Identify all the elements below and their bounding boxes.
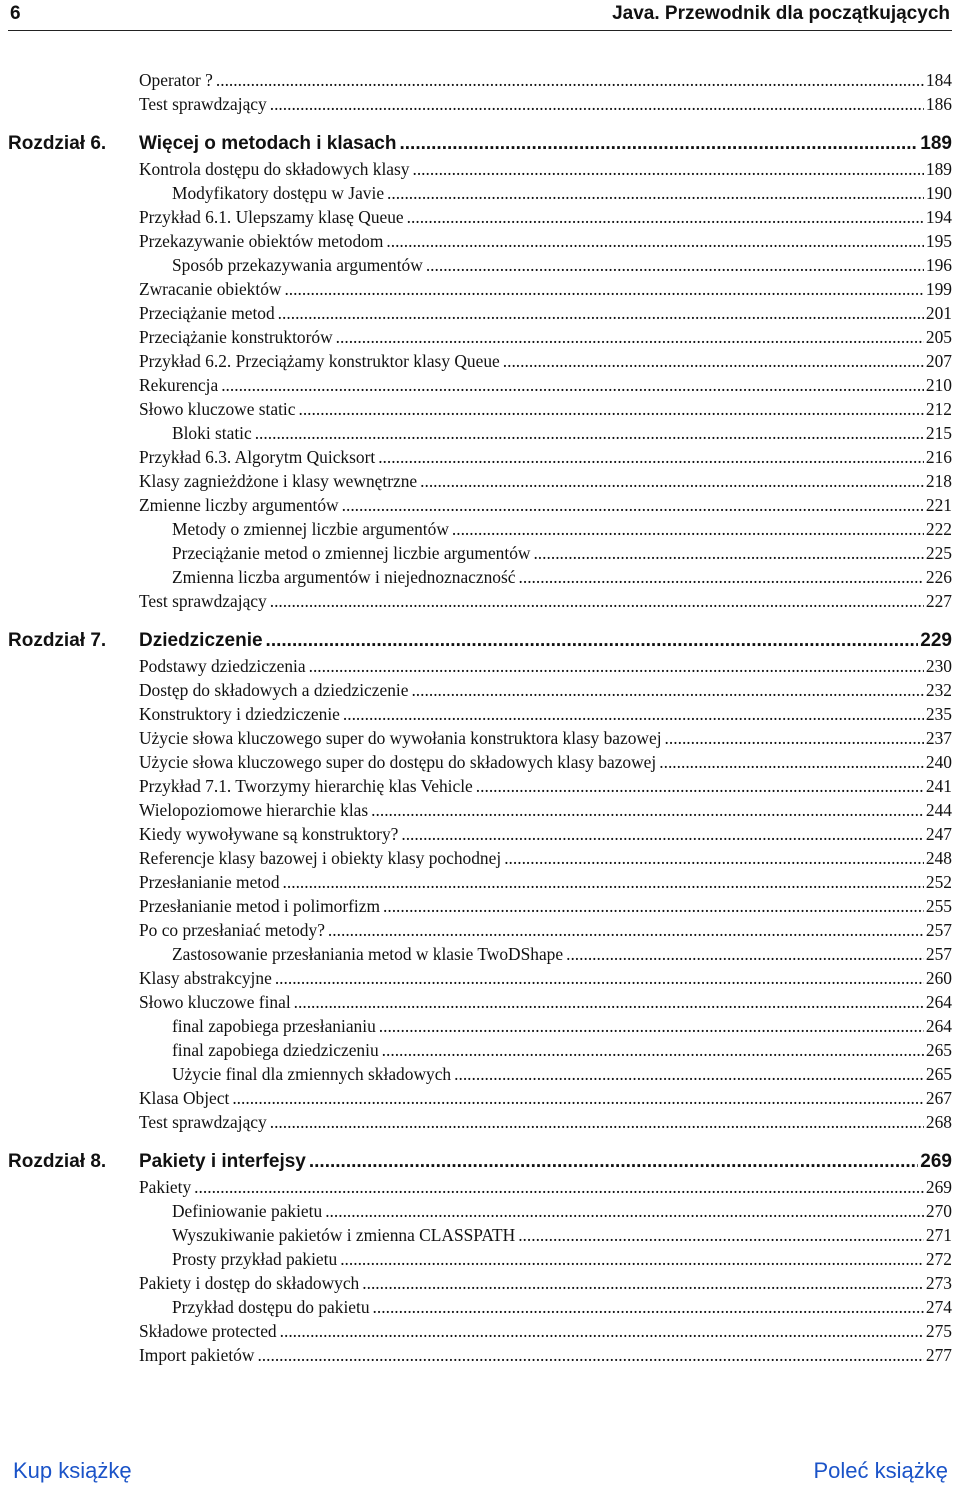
- toc-row: [0, 654, 960, 678]
- section-title: Składowe protected: [139, 1321, 277, 1341]
- toc-row: [0, 774, 960, 798]
- toc-row: [0, 469, 960, 493]
- section-title: Przeciążanie konstruktorów: [139, 327, 333, 347]
- page-number-ref: 257: [925, 944, 952, 964]
- toc-entry: [172, 421, 952, 445]
- dot-leader: [270, 92, 924, 116]
- section-title: final zapobiega dziedziczeniu: [172, 1040, 379, 1060]
- toc-row: [0, 493, 960, 517]
- toc-chapter-row: [0, 1149, 960, 1175]
- toc-entry: [172, 541, 952, 565]
- toc-entry: [172, 517, 952, 541]
- page-number-ref: 272: [925, 1249, 952, 1269]
- section-title: Użycie final dla zmiennych składowych: [172, 1064, 452, 1084]
- section-title: Bloki static: [172, 423, 252, 443]
- toc-row: [0, 1014, 960, 1038]
- dot-leader: [454, 1062, 924, 1086]
- toc-entry: [139, 205, 952, 229]
- toc-row: [0, 798, 960, 822]
- dot-leader: [386, 229, 924, 253]
- toc-row: [0, 1271, 960, 1295]
- dot-leader: [280, 1319, 924, 1343]
- dot-leader: [342, 493, 924, 517]
- dot-leader: [266, 628, 919, 654]
- dot-leader: [504, 846, 924, 870]
- section-title: Test sprawdzający: [139, 1112, 267, 1132]
- section-title: Zwracanie obiektów: [139, 279, 282, 299]
- toc-row: [0, 68, 960, 92]
- dot-leader: [270, 1110, 924, 1134]
- dot-leader: [294, 990, 924, 1014]
- toc-entry: [139, 1319, 952, 1343]
- section-title: Rekurencja: [139, 375, 219, 395]
- section-title: Kiedy wywoływane są konstruktory?: [139, 824, 399, 844]
- toc-row: [0, 205, 960, 229]
- dot-leader: [519, 565, 924, 589]
- dot-leader: [255, 421, 924, 445]
- toc-entry: [172, 253, 952, 277]
- toc-row: [0, 445, 960, 469]
- toc-entry: [139, 493, 952, 517]
- chapter-title: Pakiety i interfejsy: [139, 1151, 306, 1172]
- dot-leader: [407, 205, 924, 229]
- dot-leader: [270, 589, 924, 613]
- section-title: Klasy zagnieżdżone i klasy wewnętrzne: [139, 471, 418, 491]
- toc-entry: [139, 397, 952, 421]
- toc-entry: [139, 1149, 952, 1175]
- dot-leader: [343, 702, 924, 726]
- toc-row: [0, 517, 960, 541]
- toc-row: [0, 325, 960, 349]
- toc-entry: [139, 325, 952, 349]
- toc-entry: [139, 654, 952, 678]
- page-number-ref: 210: [925, 375, 952, 395]
- page-number-ref: 212: [925, 399, 952, 419]
- page-number-ref: 277: [925, 1345, 952, 1365]
- page-number-ref: 216: [925, 447, 952, 467]
- toc-entry: [172, 1295, 952, 1319]
- toc-entry: [139, 918, 952, 942]
- toc-row: [0, 92, 960, 116]
- section-title: Słowo kluczowe final: [139, 992, 291, 1012]
- section-title: Wielopoziomowe hierarchie klas: [139, 800, 369, 820]
- section-title: Zastosowanie przesłaniania metod w klasie TwoDShape: [172, 944, 564, 964]
- dot-leader: [336, 325, 924, 349]
- toc-row: [0, 589, 960, 613]
- toc-entry: [139, 349, 952, 373]
- section-title: Prosty przykład pakietu: [172, 1249, 338, 1269]
- toc-row: [0, 565, 960, 589]
- page-number-ref: 221: [925, 495, 952, 515]
- toc-entry: [172, 1247, 952, 1271]
- section-title: Przykład 6.2. Przeciążamy konstruktor klasy Queue: [139, 351, 500, 371]
- toc-row: [0, 277, 960, 301]
- toc-entry: [139, 1271, 952, 1295]
- dot-leader: [309, 654, 924, 678]
- toc-row: [0, 1319, 960, 1343]
- toc-entry: [139, 589, 952, 613]
- recommend-book-link[interactable]: Poleć książkę: [813, 1458, 948, 1483]
- toc-entry: [172, 565, 952, 589]
- toc-row: [0, 966, 960, 990]
- page-number-ref: 274: [925, 1297, 952, 1317]
- toc-chapter-row: [0, 628, 960, 654]
- toc-row: [0, 1175, 960, 1199]
- page-number-ref: 265: [925, 1064, 952, 1084]
- section-title: Import pakietów: [139, 1345, 255, 1365]
- section-title: Metody o zmiennej liczbie argumentów: [172, 519, 449, 539]
- toc-row: [0, 229, 960, 253]
- dot-leader: [340, 1247, 924, 1271]
- page-number-ref: 189: [920, 133, 952, 154]
- toc-row: [0, 918, 960, 942]
- page-number-ref: 235: [925, 704, 952, 724]
- dot-leader: [325, 1199, 924, 1223]
- page-number-ref: 244: [925, 800, 952, 820]
- toc-entry: [139, 702, 952, 726]
- dot-leader: [275, 966, 924, 990]
- toc-row: [0, 1247, 960, 1271]
- section-title: Test sprawdzający: [139, 591, 267, 611]
- toc-row: [0, 397, 960, 421]
- chapter-label: Rozdział 6.: [8, 133, 107, 154]
- toc-entry: [172, 181, 952, 205]
- chapter-title: Więcej o metodach i klasach: [139, 133, 397, 154]
- page-number-ref: 229: [920, 630, 952, 651]
- toc-chapter-row: [0, 131, 960, 157]
- toc-entry: [139, 68, 952, 92]
- section-title: Użycie słowa kluczowego super do dostępu do składowych klasy bazowej: [139, 752, 657, 772]
- dot-leader: [383, 894, 924, 918]
- buy-book-link[interactable]: Kup książkę: [13, 1458, 132, 1483]
- page-number-ref: 189: [925, 159, 952, 179]
- toc-row: [0, 942, 960, 966]
- toc-entry: [139, 373, 952, 397]
- toc-row: [0, 541, 960, 565]
- dot-leader: [362, 1271, 924, 1295]
- page-number-ref: 264: [925, 1016, 952, 1036]
- dot-leader: [533, 541, 923, 565]
- page-number-ref: 222: [925, 519, 952, 539]
- dot-leader: [426, 253, 924, 277]
- toc-entry: [139, 229, 952, 253]
- section-title: Sposób przekazywania argumentów: [172, 255, 423, 275]
- toc-entry: [139, 822, 952, 846]
- toc-entry: [139, 445, 952, 469]
- section-title: Przesłanianie metod i polimorfizm: [139, 896, 380, 916]
- toc-row: [0, 870, 960, 894]
- page-number-ref: 252: [925, 872, 952, 892]
- toc-row: [0, 157, 960, 181]
- dot-leader: [411, 678, 923, 702]
- toc-entry: [172, 1223, 952, 1247]
- dot-leader: [283, 870, 924, 894]
- dot-leader: [503, 349, 924, 373]
- page-number-ref: 247: [925, 824, 952, 844]
- toc-row: [0, 301, 960, 325]
- page-number-ref: 201: [925, 303, 952, 323]
- toc-entry: [139, 277, 952, 301]
- toc-entry: [172, 1038, 952, 1062]
- toc-entry: [139, 894, 952, 918]
- section-title: Przykład 6.1. Ulepszamy klasę Queue: [139, 207, 404, 227]
- toc-entry: [139, 1175, 952, 1199]
- dot-leader: [379, 1014, 924, 1038]
- toc-row: [0, 181, 960, 205]
- toc-row: [0, 822, 960, 846]
- page-number-ref: 194: [925, 207, 952, 227]
- toc-row: [0, 1199, 960, 1223]
- page-number-ref: 215: [925, 423, 952, 443]
- dot-leader: [278, 301, 924, 325]
- toc-entry: [139, 157, 952, 181]
- toc-entry: [139, 92, 952, 116]
- page-number-ref: 268: [925, 1112, 952, 1132]
- table-of-contents: [0, 68, 960, 1367]
- page-number-ref: 230: [925, 656, 952, 676]
- section-title: Modyfikatory dostępu w Javie: [172, 183, 385, 203]
- dot-leader: [328, 918, 924, 942]
- chapter-title: Dziedziczenie: [139, 630, 263, 651]
- dot-leader: [221, 373, 924, 397]
- page-number-ref: 271: [925, 1225, 952, 1245]
- page-number-ref: 186: [925, 94, 952, 114]
- page-number-ref: 218: [925, 471, 952, 491]
- toc-entry: [139, 1110, 952, 1134]
- section-title: Słowo kluczowe static: [139, 399, 296, 419]
- dot-leader: [476, 774, 924, 798]
- page-number-ref: 199: [925, 279, 952, 299]
- toc-row: [0, 1110, 960, 1134]
- toc-entry: [139, 726, 952, 750]
- toc-row: [0, 678, 960, 702]
- chapter-label: Rozdział 8.: [8, 1151, 107, 1172]
- section-title: Przykład 6.3. Algorytm Quicksort: [139, 447, 376, 467]
- dot-leader: [412, 157, 923, 181]
- toc-entry: [139, 1343, 952, 1367]
- page-number-ref: 248: [925, 848, 952, 868]
- dot-leader: [659, 750, 924, 774]
- toc-row: [0, 373, 960, 397]
- toc-row: [0, 1062, 960, 1086]
- section-title: Operator ?: [139, 70, 213, 90]
- section-title: Wyszukiwanie pakietów i zmienna CLASSPATH: [172, 1225, 516, 1245]
- page-header: [8, 0, 952, 31]
- section-title: Przykład dostępu do pakietu: [172, 1297, 370, 1317]
- dot-leader: [378, 445, 924, 469]
- page-number-ref: 241: [925, 776, 952, 796]
- toc-row: [0, 1223, 960, 1247]
- page-number-ref: 257: [925, 920, 952, 940]
- page-number-ref: 190: [925, 183, 952, 203]
- page-number-ref: 275: [925, 1321, 952, 1341]
- section-title: Zmienna liczba argumentów i niejednoznaczność: [172, 567, 516, 587]
- toc-row: [0, 253, 960, 277]
- toc-entry: [139, 966, 952, 990]
- dot-leader: [399, 131, 918, 157]
- toc-row: [0, 846, 960, 870]
- dot-leader: [452, 517, 924, 541]
- page-number-ref: 227: [925, 591, 952, 611]
- section-title: Zmienne liczby argumentów: [139, 495, 339, 515]
- section-title: Test sprawdzający: [139, 94, 267, 114]
- page-number-ref: 273: [925, 1273, 952, 1293]
- dot-leader: [232, 1086, 924, 1110]
- section-title: final zapobiega przesłanianiu: [172, 1016, 376, 1036]
- toc-entry: [139, 469, 952, 493]
- dot-leader: [420, 469, 924, 493]
- toc-entry: [139, 131, 952, 157]
- page-number-ref: 255: [925, 896, 952, 916]
- page-number-ref: 264: [925, 992, 952, 1012]
- toc-row: [0, 726, 960, 750]
- dot-leader: [566, 942, 924, 966]
- toc-entry: [139, 678, 952, 702]
- toc-row: [0, 1086, 960, 1110]
- page-number-ref: 265: [925, 1040, 952, 1060]
- toc-row: [0, 750, 960, 774]
- section-title: Pakiety: [139, 1177, 192, 1197]
- dot-leader: [284, 277, 923, 301]
- section-title: Użycie słowa kluczowego super do wywołania konstruktora klasy bazowej: [139, 728, 662, 748]
- dot-leader: [298, 397, 923, 421]
- page-number-ref: 196: [925, 255, 952, 275]
- toc-entry: [139, 798, 952, 822]
- page-number-ref: 237: [925, 728, 952, 748]
- toc-entry: [139, 774, 952, 798]
- section-title: Konstruktory i dziedziczenie: [139, 704, 340, 724]
- dot-leader: [371, 798, 924, 822]
- section-title: Definiowanie pakietu: [172, 1201, 323, 1221]
- toc-row: [0, 990, 960, 1014]
- dot-leader: [387, 181, 924, 205]
- dot-leader: [518, 1223, 924, 1247]
- dot-leader: [194, 1175, 924, 1199]
- section-title: Przekazywanie obiektów metodom: [139, 231, 384, 251]
- section-title: Przykład 7.1. Tworzymy hierarchię klas Vehicle: [139, 776, 473, 796]
- page-number-ref: 205: [925, 327, 952, 347]
- book-title: Java. Przewodnik dla początkujących: [612, 3, 950, 24]
- dot-leader: [373, 1295, 924, 1319]
- toc-entry: [139, 1086, 952, 1110]
- toc-entry: [139, 846, 952, 870]
- toc-entry: [172, 1199, 952, 1223]
- section-title: Podstawy dziedziczenia: [139, 656, 306, 676]
- page-number-ref: 270: [925, 1201, 952, 1221]
- section-title: Referencje klasy bazowej i obiekty klasy pochodnej: [139, 848, 502, 868]
- section-title: Po co przesłaniać metody?: [139, 920, 325, 940]
- section-title: Kontrola dostępu do składowych klasy: [139, 159, 410, 179]
- page-number-ref: 267: [925, 1088, 952, 1108]
- section-title: Klasy abstrakcyjne: [139, 968, 272, 988]
- toc-row: [0, 894, 960, 918]
- section-title: Przeciążanie metod o zmiennej liczbie argumentów: [172, 543, 531, 563]
- dot-leader: [401, 822, 924, 846]
- page-number-ref: 240: [925, 752, 952, 772]
- page-number: 6: [10, 3, 21, 24]
- page-number-ref: 207: [925, 351, 952, 371]
- toc-row: [0, 1038, 960, 1062]
- page-number-ref: 269: [920, 1151, 952, 1172]
- dot-leader: [216, 68, 924, 92]
- toc-row: [0, 1343, 960, 1367]
- toc-entry: [172, 1014, 952, 1038]
- toc-entry: [139, 750, 952, 774]
- section-title: Przeciążanie metod: [139, 303, 275, 323]
- page-number-ref: 195: [925, 231, 952, 251]
- section-title: Dostęp do składowych a dziedziczenie: [139, 680, 409, 700]
- toc-row: [0, 1295, 960, 1319]
- toc-entry: [139, 990, 952, 1014]
- page-number-ref: 269: [925, 1177, 952, 1197]
- toc-entry: [172, 942, 952, 966]
- section-title: Przesłanianie metod: [139, 872, 280, 892]
- toc-entry: [172, 1062, 952, 1086]
- chapter-label: Rozdział 7.: [8, 630, 107, 651]
- page-number-ref: 226: [925, 567, 952, 587]
- page-number-ref: 232: [925, 680, 952, 700]
- section-title: Klasa Object: [139, 1088, 230, 1108]
- page-number-ref: 225: [925, 543, 952, 563]
- page-number-ref: 184: [925, 70, 952, 90]
- toc-row: [0, 421, 960, 445]
- dot-leader: [309, 1149, 918, 1175]
- dot-leader: [382, 1038, 924, 1062]
- toc-entry: [139, 301, 952, 325]
- toc-row: [0, 349, 960, 373]
- toc-entry: [139, 870, 952, 894]
- toc-entry: [139, 628, 952, 654]
- page-number-ref: 260: [925, 968, 952, 988]
- dot-leader: [257, 1343, 923, 1367]
- section-title: Pakiety i dostęp do składowych: [139, 1273, 360, 1293]
- dot-leader: [665, 726, 924, 750]
- toc-row: [0, 702, 960, 726]
